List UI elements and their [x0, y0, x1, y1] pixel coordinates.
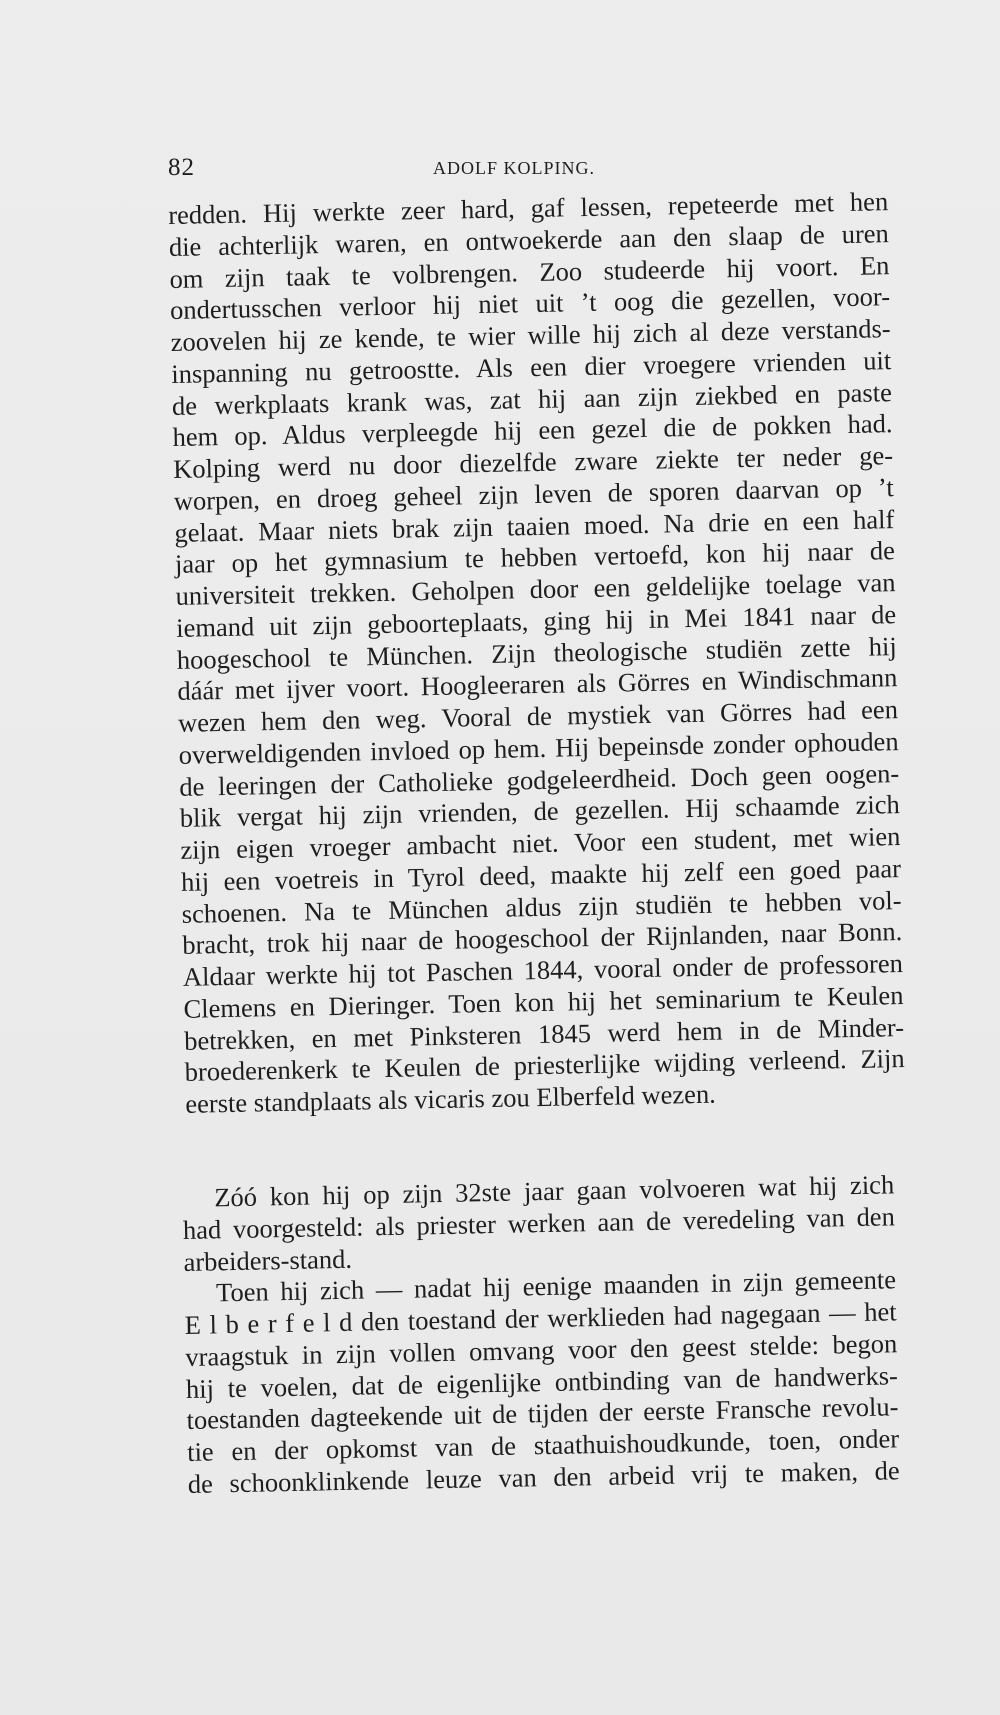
text-line: redden. Hij werkte zeer hard, gaf lessen, repeteerde met hen	[168, 186, 889, 230]
text-line: zijn eigen vroeger ambacht niet. Voor een student, met wien	[180, 821, 901, 865]
text-line: hem op. Aldus verpleegde hij een gezel die de pokken had.	[172, 408, 893, 453]
text-line: Zóó kon hij op zijn 32ste jaar gaan volvoeren wat hij zich	[213, 1169, 895, 1213]
text-line: ondertusschen verloor hij niet uit ’t oog die gezellen, voor-	[169, 281, 891, 326]
text-line: eerste standplaats als vicaris zou Elberfeld wezen.	[185, 1078, 717, 1119]
text-line: Aldaar werkte hij tot Paschen 1844, vooral onder de professoren	[182, 948, 904, 992]
running-title: ADOLF KOLPING.	[433, 158, 595, 178]
text-line: de schoonklinkende leuze van den arbeid vrij te maken, de	[187, 1455, 900, 1499]
text-line: de leeringen der Catholieke godgeleerdheid. Doch geen oogen-	[178, 757, 900, 802]
text-line: Toen hij zich — nadat hij eenige maanden in zijn gemeente	[215, 1264, 897, 1308]
text-line: had voorgesteld: als priester werken aan de veredeling van den	[182, 1201, 896, 1245]
text-line: Clemens en Dieringer. Toen kon hij het seminarium te Keulen	[183, 979, 904, 1024]
running-head	[168, 154, 868, 184]
text-line: worpen, en droeg geheel zijn leven de sporen daarvan op ’t	[173, 471, 894, 516]
text-line: Kolping werd nu door diezelfde zware ziekte ter neder ge-	[172, 440, 894, 484]
page-number: 82	[168, 154, 195, 181]
body-text-paragraph-1	[168, 186, 906, 1120]
text-line: broederenkerk te Keulen de priesterlijke wijding verleend. Zijn	[184, 1043, 905, 1088]
text-line: overweldigenden invloed op hem. Hij bepeinsde zonder ophouden	[178, 725, 899, 770]
text-line: tie en der opkomst van de staathuishoudkunde, toen, onder	[186, 1423, 900, 1467]
text-line: dáár met ijver voort. Hoogleeraren als Görres en Windischmann	[177, 662, 898, 707]
text-line: inspanning nu getroostte. Als een dier vroegere vrienden uit	[171, 344, 892, 389]
text-line: de werkplaats krank was, zat hij aan zijn ziekbed en paste	[171, 376, 893, 421]
text-line: zoovelen hij ze kende, te wier wille hij zich al deze verstands-	[170, 313, 891, 357]
text-line: universiteit trekken. Geholpen door een geldelijke toelage van	[175, 567, 896, 611]
text-line: iemand uit zijn geboorteplaats, ging hij in Mei 1841 naar de	[175, 598, 897, 643]
text-line: bracht, trok hij naar de hoogeschool der Rijnlanden, naar Bonn.	[182, 916, 903, 961]
text-line: hij te voelen, dat de eigenlijke ontbinding van de handwerks-	[185, 1359, 899, 1404]
text-line: om zijn taak te volbrengen. Zoo studeerde hij voort. En	[169, 249, 890, 294]
text-line: betrekken, en met Pinksteren 1845 werd hem in de Minder-	[183, 1011, 905, 1056]
text-line: hij een voetreis in Tyrol deed, maakte hij zelf een goed paar	[180, 852, 902, 897]
text-line: hoogeschool te München. Zijn theologische studiën zette hij	[176, 630, 897, 675]
text-line: blik vergat hij zijn vrienden, de gezellen. Hij schaamde zich	[179, 789, 901, 834]
text-line: gelaat. Maar niets brak zijn taaien moed. Na drie en een half	[174, 503, 895, 548]
text-line: die achterlijk waren, en ontwoekerde aan den slaap de uren	[168, 217, 890, 262]
text-line: jaar op het gymnasium te hebben vertoefd, kon hij naar de	[174, 535, 896, 580]
text-line: vraagstuk in zijn vollen omvang voor den geest stelde: begon	[185, 1328, 898, 1372]
text-line: schoenen. Na te München aldus zijn studiën te hebben vol-	[181, 884, 902, 929]
body-text-paragraph-2-3	[182, 1169, 900, 1500]
text-line: wezen hem den weg. Vooral de mystiek van Görres had een	[177, 694, 899, 738]
text-line: E l b e r f e l d den toestand der werklieden had nagegaan — het	[184, 1296, 897, 1340]
text-line: toestanden dagteekende uit de tijden der eerste Fransche revolu-	[186, 1391, 899, 1436]
text-line: arbeiders-stand.	[183, 1243, 353, 1277]
